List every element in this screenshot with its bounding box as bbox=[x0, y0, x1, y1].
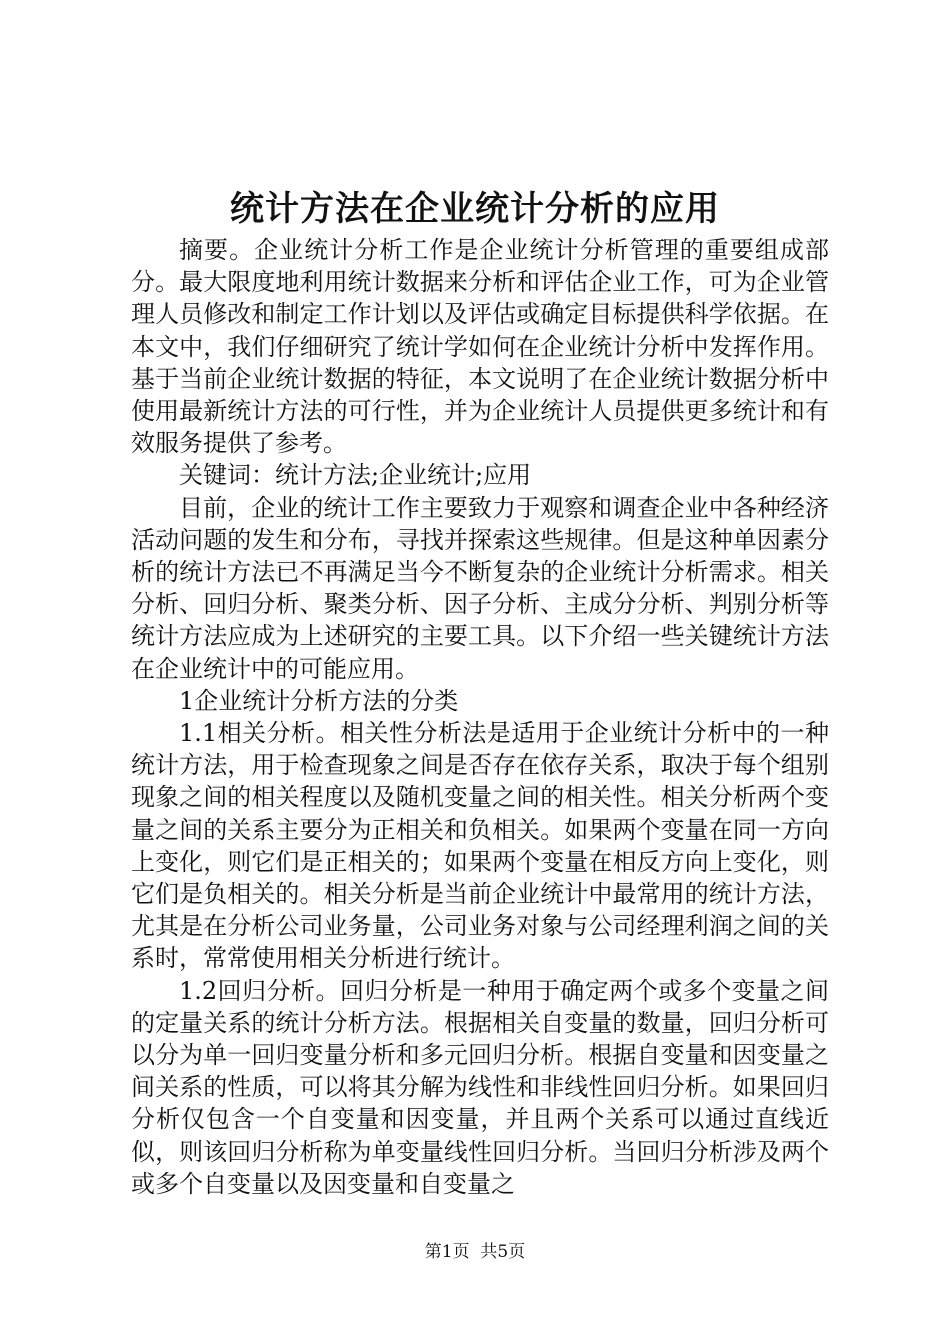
page-total: 共5页 bbox=[480, 1242, 526, 1262]
intro-paragraph: 目前，企业的统计工作主要致力于观察和调查企业中各种经济活动问题的发生和分布，寻找并探索这些规律。但是这种单因素分析的统计方法已不再满足当今不断复杂的企业统计分析需求。相关分析、回归分析、聚类分析、因子分析、主成分分析、判别分析等统计方法应成为上述研究的主要工具。以下介绍一些关键统计方法在企业统计中的可能应用。 bbox=[131, 493, 829, 683]
page-footer bbox=[0, 1240, 950, 1264]
abstract-paragraph: 摘要。企业统计分析工作是企业统计分析管理的重要组成部分。最大限度地利用统计数据来分析和评估企业工作，可为企业管理人员修改和制定工作计划以及评估或确定目标提供科学依据。在本文中，我们仔细研究了统计学如何在企业统计分析中发挥作用。基于当前企业统计数据的特征，本文说明了在企业统计数据分析中使用最新统计方法的可行性，并为企业统计人员提供更多统计和有效服务提供了参考。 bbox=[131, 236, 829, 458]
correlation-paragraph: 1.1相关分析。相关性分析法是适用于企业统计分析中的一种统计方法，用于检查现象之间是否存在依存关系，取决于每个组别现象之间的相关程度以及随机变量之间的相关性。相关分析两个变量之间的关系主要分为正相关和负相关。如果两个变量在同一方向上变化，则它们是正相关的；如果两个变量在相反方向上变化，则它们是负相关的。相关分析是当前企业统计中最常用的统计方法，尤其是在分析公司业务量，公司业务对象与公司经理利润之间的关系时，常常使用相关分析进行统计。 bbox=[131, 719, 829, 973]
regression-paragraph: 1.2回归分析。回归分析是一种用于确定两个或多个变量之间的定量关系的统计分析方法。根据相关自变量的数量，回归分析可以分为单一回归变量分析和多元回归分析。根据自变量和因变量之间关系的性质，可以将其分解为线性和非线性回归分析。如果回归分析仅包含一个自变量和因变量，并且两个关系可以通过直线近似，则该回归分析称为单变量线性回归分析。当回归分析涉及两个或多个自变量以及因变量和自变量之 bbox=[131, 976, 829, 1198]
keywords-paragraph: 关键词：统计方法;企业统计;应用 bbox=[179, 461, 532, 490]
document-title: 统计方法在企业统计分析的应用 bbox=[230, 189, 720, 229]
document-body bbox=[131, 234, 829, 1200]
section-heading: 1企业统计分析方法的分类 bbox=[179, 686, 459, 715]
page-number: 第1页 bbox=[424, 1242, 470, 1262]
